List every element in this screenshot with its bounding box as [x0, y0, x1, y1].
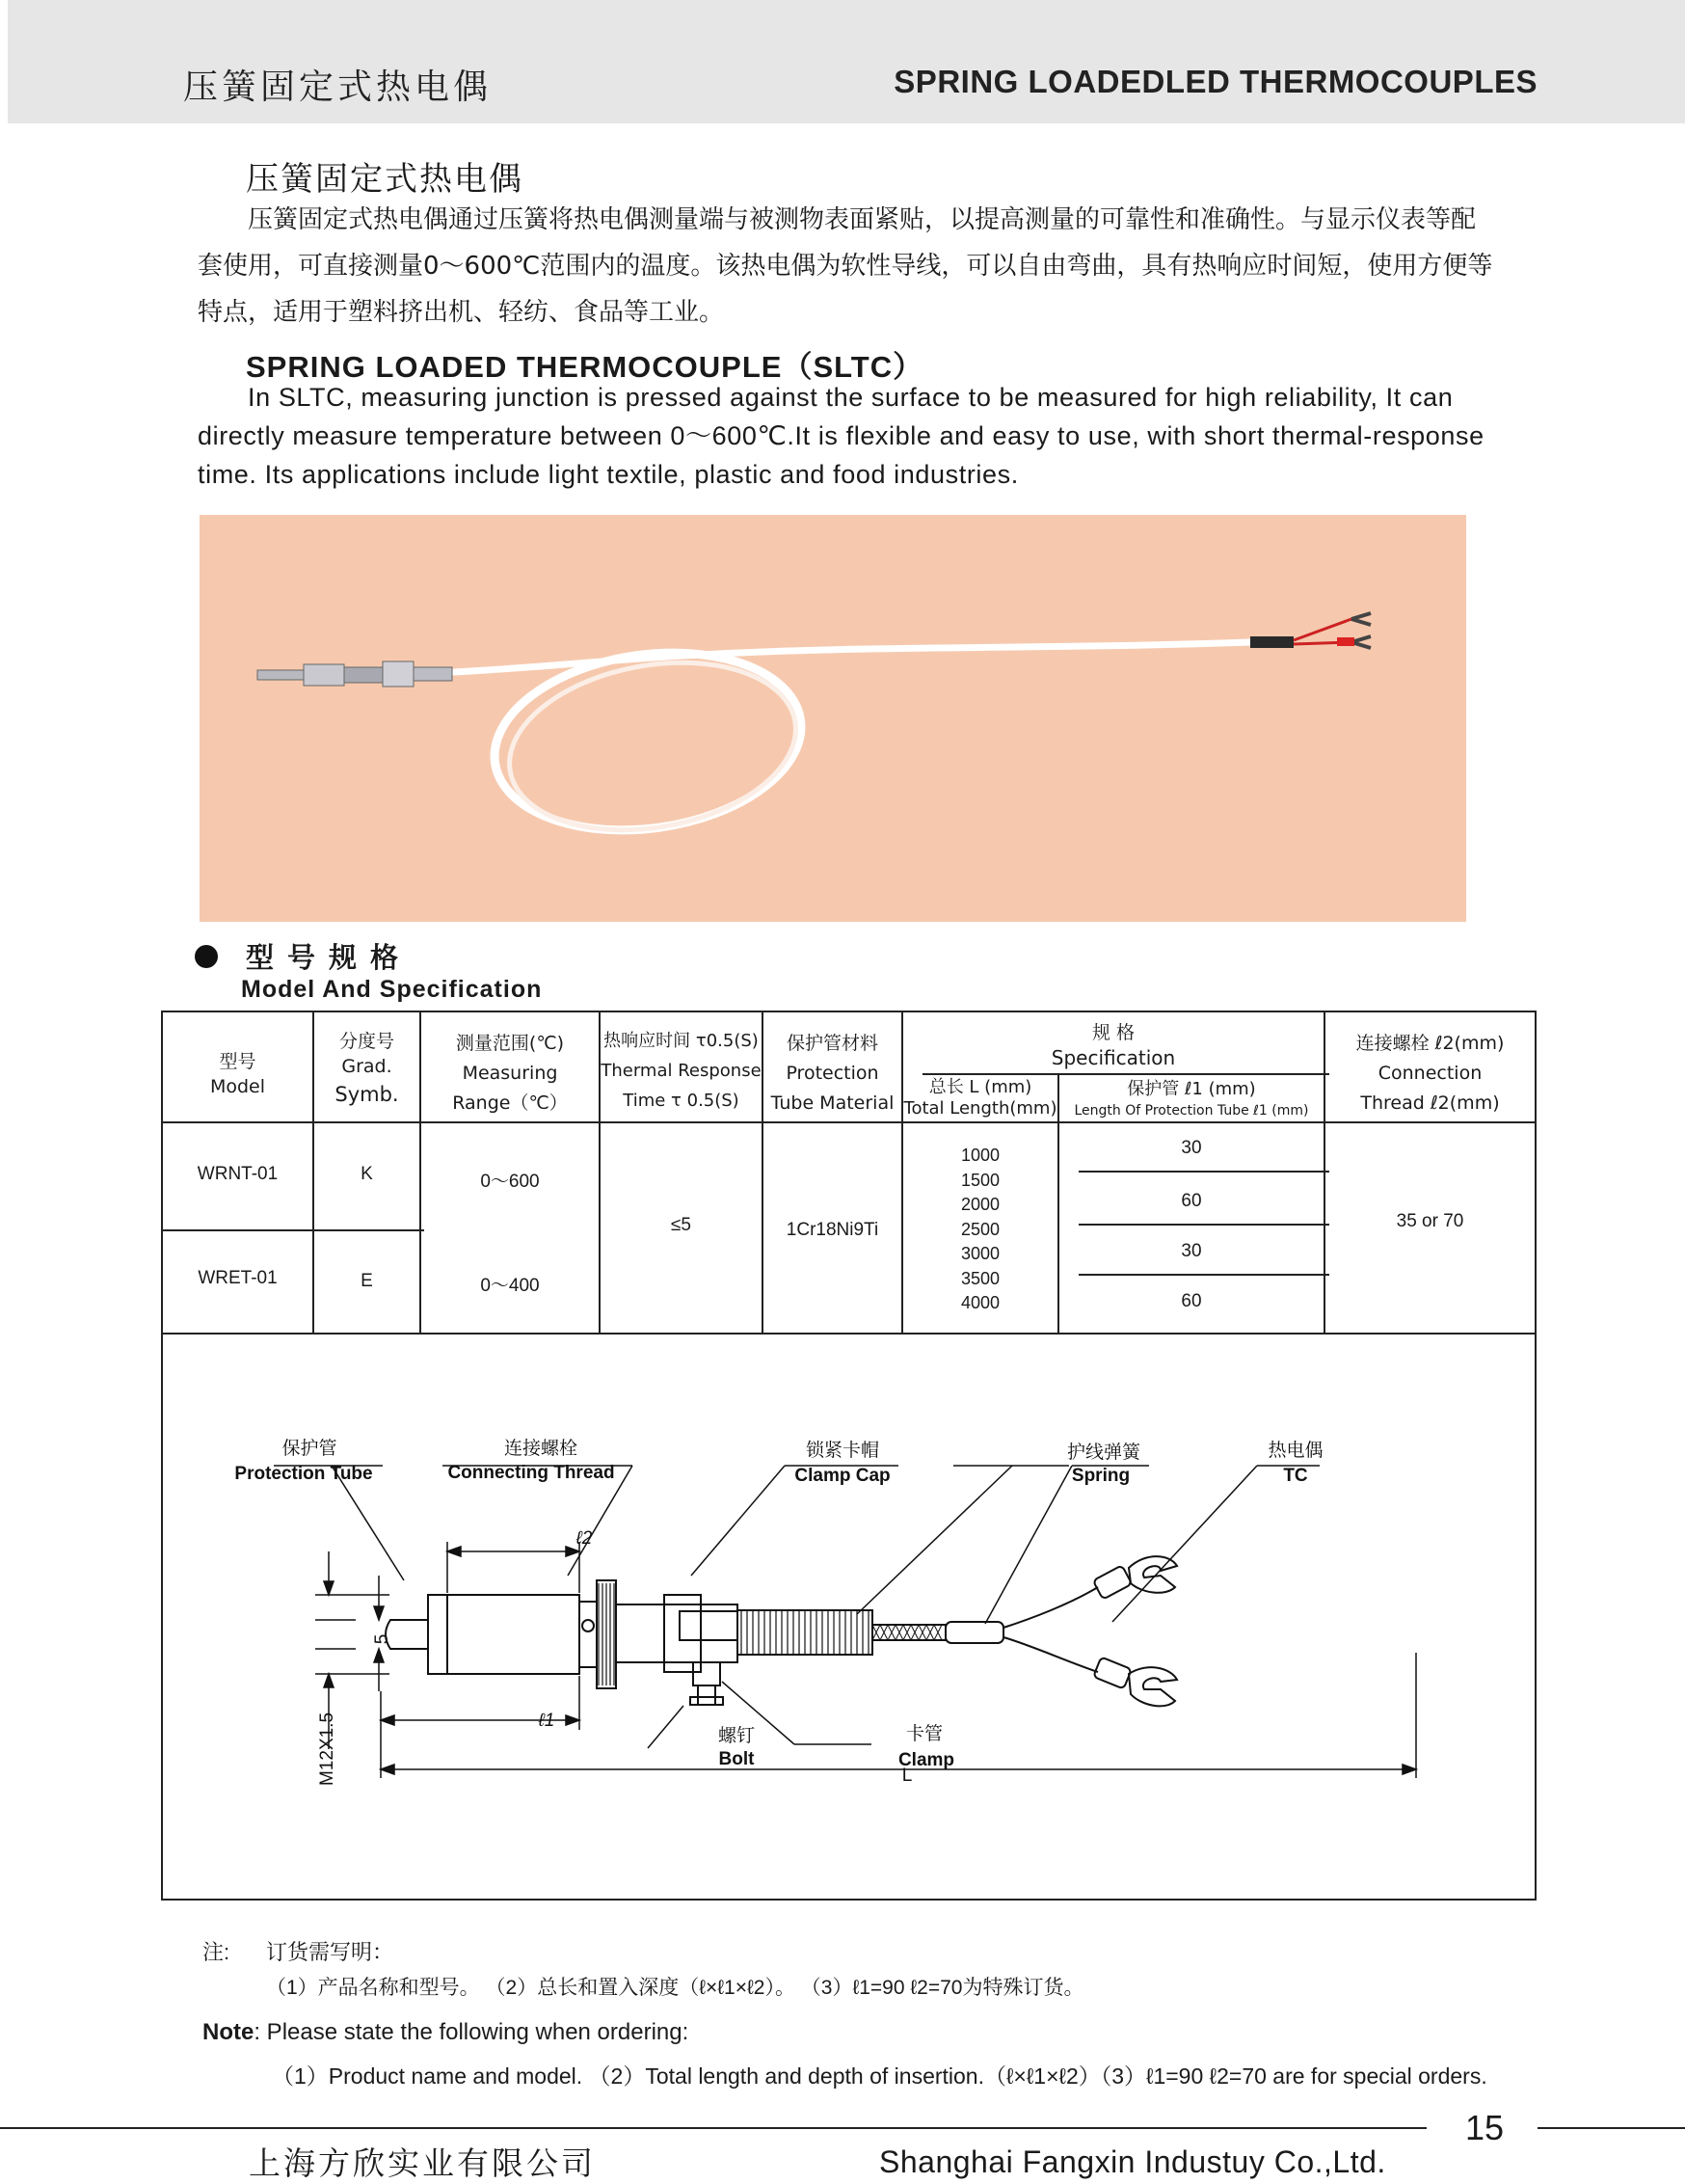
- row-1-grad: K: [361, 1164, 373, 1184]
- thermocouple-illustration: [200, 515, 1466, 922]
- row-2-range: 0～400: [480, 1276, 540, 1296]
- tube-material-value: 1Cr18Ni9Ti: [786, 1220, 879, 1240]
- footer-rule: [1538, 2127, 1685, 2129]
- intro-cn-line-1: 压簧固定式热电偶通过压簧将热电偶测量端与被测物表面紧贴，以提高测量的可靠性和准确性。与显示仪表等配: [248, 205, 1477, 234]
- label-spring-en: Spring: [1071, 1466, 1131, 1486]
- header-grad: 分度号 Grad. Symb.: [334, 1031, 399, 1106]
- header-protection-length: 保护管 ℓ1 (mm) Length Of Protection Tube ℓ1 (mm): [1074, 1079, 1309, 1119]
- label-dim-l2: ℓ2: [575, 1528, 593, 1549]
- label-bolt-en: Bolt: [718, 1749, 755, 1769]
- total-length-value: 1000: [960, 1146, 1001, 1165]
- header-tube-material: 保护管材料 Protection Tube Material: [770, 1033, 895, 1114]
- spec-table: [161, 1011, 1537, 1901]
- note-en-head: : Please state the following when ordering:: [254, 2019, 689, 2045]
- label-protection-tube-cn: 保护管: [281, 1439, 337, 1459]
- protection-length-value: 60: [1181, 1291, 1202, 1311]
- label-connecting-thread-en: Connecting Thread: [447, 1463, 615, 1483]
- label-tc-en: TC: [1283, 1466, 1308, 1486]
- table-rule: [1079, 1171, 1329, 1173]
- label-spring-cn: 护线弹簧: [1066, 1443, 1141, 1463]
- label-connecting-thread-cn: 连接螺栓: [503, 1439, 578, 1459]
- footer-company-cn: 上海方欣实业有限公司: [249, 2144, 596, 2182]
- row-1-model: WRNT-01: [197, 1164, 279, 1184]
- header-title-cn: 压簧固定式热电偶: [183, 67, 493, 107]
- header-response-time: 热响应时间 τ0.5(S) Thermal Response Time τ 0.5(S): [601, 1031, 762, 1111]
- protection-length-value: 30: [1181, 1138, 1202, 1158]
- page-number: 15: [1465, 2108, 1505, 2147]
- label-clamp-cap-en: Clamp Cap: [794, 1466, 891, 1486]
- table-rule: [1079, 1274, 1329, 1276]
- header-total-length: 总长 L (mm) Total Length(mm): [903, 1077, 1057, 1119]
- header-connection-thread: 连接螺栓 ℓ2(mm) Connection Thread ℓ2(mm): [1355, 1033, 1505, 1114]
- protection-length-value: 60: [1181, 1191, 1202, 1211]
- footer-company-en: Shanghai Fangxin Industuy Co.,Ltd.: [879, 2144, 1386, 2179]
- intro-cn-line-3: 特点，适用于塑料挤出机、轻纺、食品等工业。: [198, 298, 725, 327]
- spec-heading-en: Model And Specification: [241, 976, 543, 1003]
- label-clamp-en: Clamp: [897, 1750, 955, 1770]
- label-clamp-cap-cn: 锁紧卡帽: [805, 1441, 880, 1461]
- intro-en-line-3: time. Its applications include light textile, plastic and food industries.: [198, 460, 1019, 489]
- footer-rule: [0, 2127, 1427, 2129]
- intro-paragraph-cn: [198, 197, 1528, 336]
- spec-heading-cn: 型号规格: [246, 941, 413, 974]
- connection-thread-value: 35 or 70: [1396, 1211, 1464, 1231]
- label-dim-5: 5: [372, 1633, 392, 1645]
- note-en-label: Note: [202, 2019, 254, 2045]
- table-rule: [1079, 1224, 1329, 1226]
- table-rule: [163, 1229, 424, 1231]
- note-cn-head: 订货需写明：: [266, 1940, 394, 1964]
- row-1-range: 0～600: [480, 1172, 540, 1192]
- table-rule: [923, 1073, 1329, 1075]
- intro-title-cn: 压簧固定式热电偶: [246, 160, 523, 199]
- label-tc-cn: 热电偶: [1268, 1441, 1324, 1461]
- bullet-icon: [195, 945, 218, 968]
- row-2-grad: E: [361, 1271, 373, 1291]
- total-length-value: 4000: [960, 1293, 1001, 1312]
- intro-en-line-1: In SLTC, measuring junction is pressed against the surface to be measured for high reliability, It can: [248, 383, 1454, 412]
- response-time-value: ≤5: [671, 1215, 691, 1235]
- total-length-value: 3000: [960, 1244, 1001, 1263]
- total-length-value: 2500: [960, 1219, 1001, 1239]
- dimension-diagram: [163, 1335, 1535, 1899]
- label-dim-l1: ℓ1: [538, 1711, 555, 1731]
- protection-length-value: 30: [1181, 1241, 1202, 1261]
- total-length-value: 2000: [960, 1195, 1001, 1214]
- note-cn-label: 注:: [202, 1940, 230, 1964]
- row-2-model: WRET-01: [198, 1268, 278, 1288]
- label-bolt-cn: 螺钉: [717, 1726, 756, 1746]
- note-en: [202, 2019, 688, 2046]
- header-model: 型号 Model: [209, 1051, 266, 1097]
- table-rule: [163, 1121, 1535, 1123]
- total-length-value: 3500: [960, 1268, 1001, 1288]
- label-protection-tube-en: Protection Tube: [234, 1464, 373, 1484]
- total-length-list: [903, 1144, 1057, 1316]
- intro-en-line-2: directly measure temperature between 0～600℃.It is flexible and easy to use, with short thermal-response: [198, 421, 1484, 450]
- intro-cn-line-2: 套使用，可直接测量0～600℃范围内的温度。该热电偶为软性导线，可以自由弯曲，具有热响应时间短，使用方便等: [198, 252, 1493, 281]
- intro-title-en: SPRING LOADED THERMOCOUPLE（SLTC）: [246, 350, 924, 384]
- total-length-value: 1500: [960, 1170, 1001, 1190]
- label-dim-L: L: [901, 1766, 913, 1786]
- product-photo: [200, 515, 1466, 922]
- header-title-en: SPRING LOADEDLED THERMOCOUPLES: [894, 64, 1538, 99]
- label-clamp-cn: 卡管: [905, 1724, 944, 1744]
- intro-paragraph-en: [198, 378, 1547, 494]
- header-range: 测量范围(℃) Measuring Range（℃）: [452, 1033, 568, 1114]
- note-cn-items: （1）产品名称和型号。 （2）总长和置入深度（ℓ×ℓ1×ℓ2）。 （3）ℓ1=90 ℓ2=70为特殊订货。: [266, 1977, 1084, 1999]
- note-en-items: （1）Product name and model. （2）Total length and depth of insertion.（ℓ×ℓ1×ℓ2）（3）ℓ1=90 ℓ2=70 are for special orders.: [272, 2063, 1487, 2089]
- label-dim-thread: M12X1.5: [317, 1712, 337, 1787]
- header-specification: 规 格 Specification: [1051, 1022, 1176, 1069]
